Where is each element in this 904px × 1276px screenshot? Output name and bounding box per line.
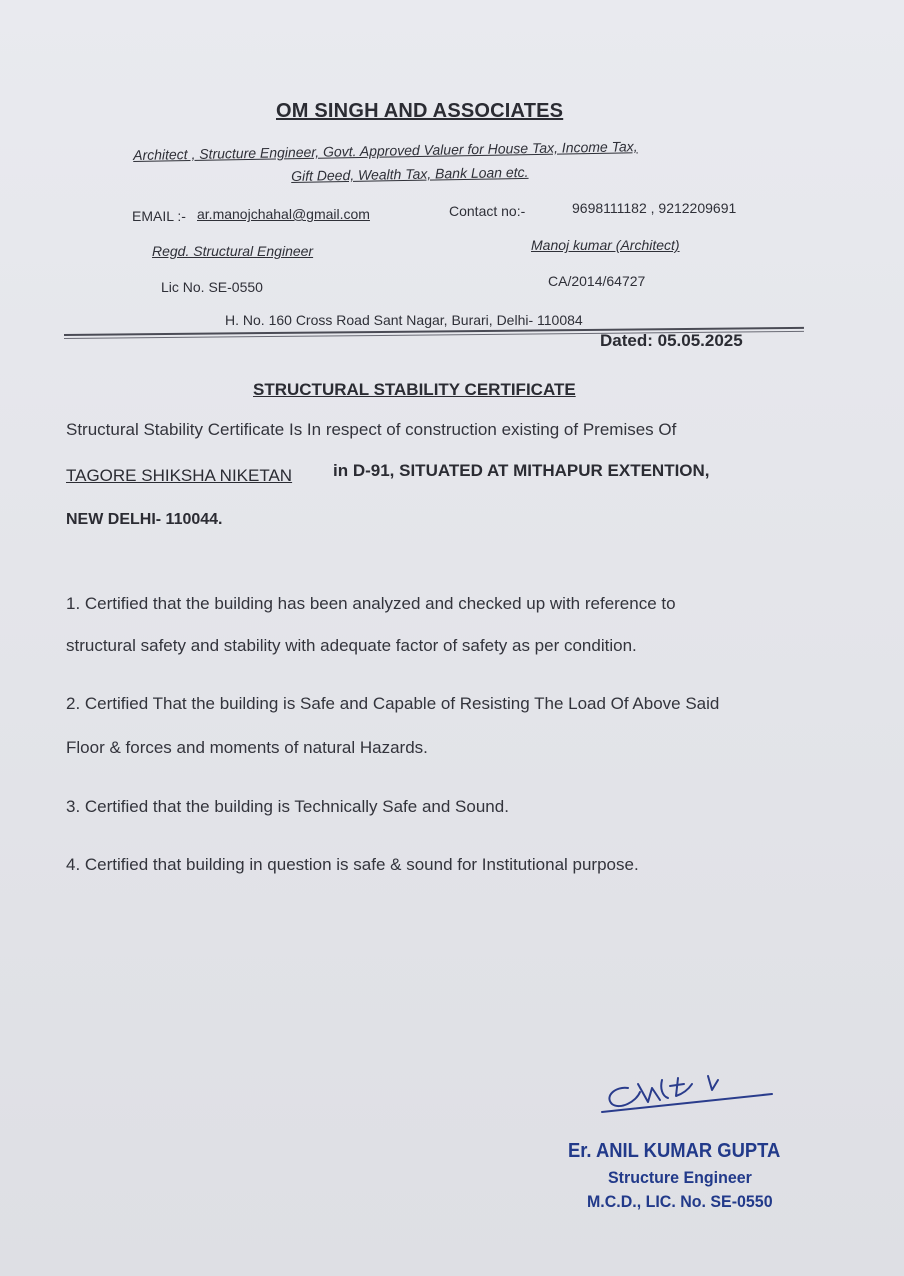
firm-address: H. No. 160 Cross Road Sant Nagar, Burari, Delhi- 110084 bbox=[225, 312, 583, 328]
email-label: EMAIL :- bbox=[132, 208, 186, 224]
signatory-license: M.C.D., LIC. No. SE-0550 bbox=[587, 1192, 773, 1211]
premises-name: TAGORE SHIKSHA NIKETAN bbox=[66, 466, 293, 485]
premises-location: in D-91, SITUATED AT MITHAPUR EXTENTION, bbox=[333, 461, 710, 480]
license-number: Lic No. SE-0550 bbox=[161, 279, 263, 295]
point-1-line-1: 1. Certified that the building has been analyzed and checked up with reference to bbox=[66, 594, 676, 613]
contact-label: Contact no:- bbox=[449, 203, 526, 219]
regd-structural-engineer: Regd. Structural Engineer bbox=[152, 243, 314, 259]
point-4: 4. Certified that building in question is safe & sound for Institutional purpose. bbox=[66, 855, 639, 874]
certificate-title: STRUCTURAL STABILITY CERTIFICATE bbox=[253, 380, 576, 399]
ca-number: CA/2014/64727 bbox=[548, 273, 646, 289]
signatory-name: Er. ANIL KUMAR GUPTA bbox=[568, 1140, 781, 1162]
architect-name: Manoj kumar (Architect) bbox=[531, 237, 680, 253]
tagline-line-1: Architect , Structure Engineer, Govt. Approved Valuer for House Tax, Income Tax, bbox=[133, 138, 638, 163]
point-1-line-2: structural safety and stability with adequate factor of safety as per condition. bbox=[66, 636, 637, 655]
firm-name: OM SINGH AND ASSOCIATES bbox=[276, 100, 564, 122]
premises-city: NEW DELHI- 110044. bbox=[66, 511, 223, 528]
signatory-role: Structure Engineer bbox=[608, 1168, 752, 1187]
email-address[interactable]: ar.manojchahal@gmail.com bbox=[197, 206, 370, 222]
point-3: 3. Certified that the building is Technically Safe and Sound. bbox=[66, 797, 509, 816]
point-2-line-2: Floor & forces and moments of natural Hazards. bbox=[66, 738, 428, 757]
handwritten-signature bbox=[598, 1066, 778, 1122]
certificate-intro: Structural Stability Certificate Is In respect of construction existing of Premises Of bbox=[66, 420, 677, 439]
point-2-line-1: 2. Certified That the building is Safe and Capable of Resisting The Load Of Above Said bbox=[66, 694, 720, 713]
document-date: Dated: 05.05.2025 bbox=[600, 331, 743, 350]
contact-numbers: 9698111182 , 9212209691 bbox=[572, 200, 737, 216]
tagline-line-2: Gift Deed, Wealth Tax, Bank Loan etc. bbox=[291, 163, 529, 184]
